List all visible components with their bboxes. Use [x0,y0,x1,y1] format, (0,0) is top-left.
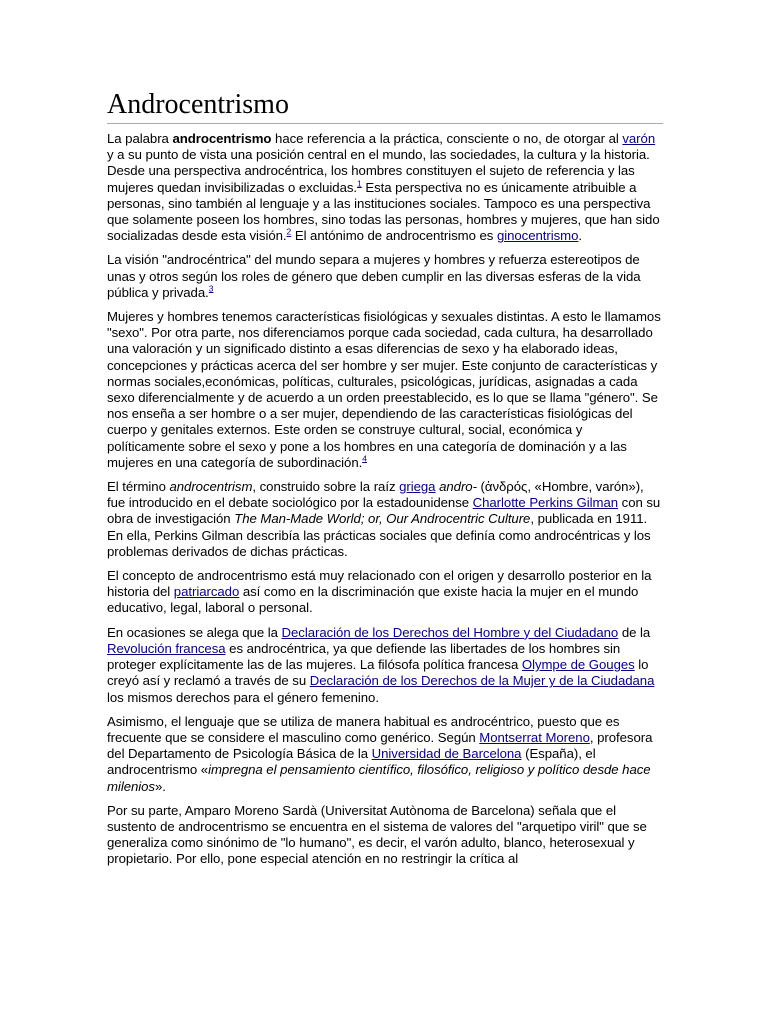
text: (ἀνδρός, «Hombre, varón»), fue introducido en el debate sociológico por la estadounidense [107,479,644,511]
italic-term: andro- [439,479,477,495]
text: (España), el androcentrismo « [107,746,596,778]
reference-link[interactable]: 2 [286,226,292,237]
text: El término [107,479,170,495]
reference-link[interactable]: 1 [357,178,362,189]
paragraph-lenguaje [107,714,663,795]
page-title: Androcentrismo [107,88,663,124]
link-ginocentrismo[interactable]: ginocentrismo [496,228,579,244]
text: Asimismo, el lenguaje que se utiliza de manera habitual es androcéntrico, puesto que es frecuente que se considere el masculino como genérico. Según [107,713,620,745]
italic-quote: impregna el pensamiento científico, filosófico, religioso y político desde hace milenios [107,762,651,794]
text: los mismos derechos para el género femenino. [107,689,379,705]
text: así como en la discriminación que existe hacia la mujer en el mundo educativo, legal, laboral o personal. [107,584,639,616]
paragraph-definition [107,131,663,244]
text: Por su parte, Amparo Moreno Sardà (Universitat Autònoma de Barcelona) señala que el sustento de androcentrismo se encuentra en el sistema de valores del "arquetipo viril" que se generaliza como sinónimo de "lo humano", es decir, el varón adulto, blanco, heterosexual y propietario. Por ello, pone especial atención en no restringir la crítica al [107,802,647,867]
text: Esta perspectiva no es únicamente atribuible a personas, sino también al lenguaje y a las instituciones sociales. Tampoco es una perspectiva que solamente poseen los hombres, sino todas las personas, hombres y mujeres, que han sido socializadas desde esta visión. [107,179,660,244]
text: El antónimo de androcentrismo es [291,228,497,244]
reference-link[interactable]: 3 [208,283,214,294]
text: con su obra de investigación [107,495,661,527]
paragraph-termino [107,479,663,560]
link-griega[interactable]: griega [399,479,436,495]
text: El concepto de androcentrismo está muy relacionado con el origen y desarrollo posterior en la historia del [107,568,652,600]
link-universidad-de-barcelona[interactable]: Universidad de Barcelona [371,746,522,762]
text: Mujeres y hombres tenemos características fisiológicas y sexuales distintas. A esto le llamamos "sexo". Por otra parte, nos diferenciamos porque cada sociedad, cada cultura, ha desarrollado una valoración y un significado distinto a esas diferencias de sexo y ha elaborado ideas, concepciones y prácticas acerca del ser hombre y ser mujer. Este conjunto de características y normas sociales,económicas, políticas, culturales, psicológicas, jurídicas, asignadas a cada sexo diferencialmente y de acuerdo a un orden preestablecido, es lo que se llama "género". Se nos enseña a ser hombre o a ser mujer, dependiendo de las características fisiológicas del cuerpo y genitales externos. Este orden se construye cultural, social, económica y políticamente sobre el sexo y pone a los hombres en una categoría de dominación y a las mujeres en una categoría de subordinación. [107,309,661,470]
text: y a su punto de vista una posición central en el mundo, las sociedades, la cultura y la historia. Desde una perspectiva androcéntrica, los hombres constituyen el sujeto de referencia y las mujeres quedan invisibilizadas o excluidas. [107,147,650,195]
paragraph-vision [107,252,663,301]
paragraph-sexo-genero [107,309,663,471]
text: La palabra [107,131,173,146]
text: de la [618,624,651,640]
reference-3[interactable] [209,283,214,293]
link-montserrat-moreno[interactable]: Montserrat Moreno [479,729,590,745]
text: La visión "androcéntrica" del mundo separa a mujeres y hombres y refuerza estereotipos de unas y otros según los roles de género que deben cumplir en las diversas esferas de la vida pública y privada. [107,252,641,300]
reference-link[interactable]: 4 [362,453,367,464]
text: , publicada en 1911. En ella, Perkins Gilman describía las prácticas sociales que definía como androcéntricas y los problemas derivados de dichas prácticas. [107,511,651,559]
text: , construido sobre la raíz [252,479,400,495]
link-declaracion-derechos-hombre[interactable]: Declaración de los Derechos del Hombre y del Ciudadano [281,624,619,640]
link-revolucion-francesa[interactable]: Revolución francesa [107,640,226,656]
link-patriarcado[interactable]: patriarcado [173,584,240,600]
text: En ocasiones se alega que la [107,624,282,640]
paragraph-patriarcado [107,568,663,617]
article [107,88,663,876]
text: ». [154,778,166,794]
text: . [578,228,583,244]
paragraph-declaracion [107,625,663,706]
paragraph-amparo-moreno [107,803,663,868]
bold-term: androcentrismo [172,131,272,146]
text: hace referencia a la práctica, consciente o no, de otorgar al [271,131,623,146]
link-varon[interactable]: varón [622,131,656,146]
text: lo creyó así y reclamó a través de su [107,657,649,689]
italic-term: androcentrism [169,479,253,495]
reference-4[interactable] [362,453,367,463]
link-olympe-de-gouges[interactable]: Olympe de Gouges [521,657,635,673]
link-charlotte-perkins-gilman[interactable]: Charlotte Perkins Gilman [472,495,619,511]
italic-book-title: The Man-Made World; or, Our Androcentric Culture [234,511,531,527]
text: es androcéntrica, ya que defiende las libertades de los hombres sin proteger explícitamente las de las mujeres. La filósofa política francesa [107,640,621,673]
text: , profesora del Departamento de Psicología Básica de la [107,729,653,762]
link-declaracion-derechos-mujer[interactable]: Declaración de los Derechos de la Mujer y de la Ciudadana [309,673,655,689]
